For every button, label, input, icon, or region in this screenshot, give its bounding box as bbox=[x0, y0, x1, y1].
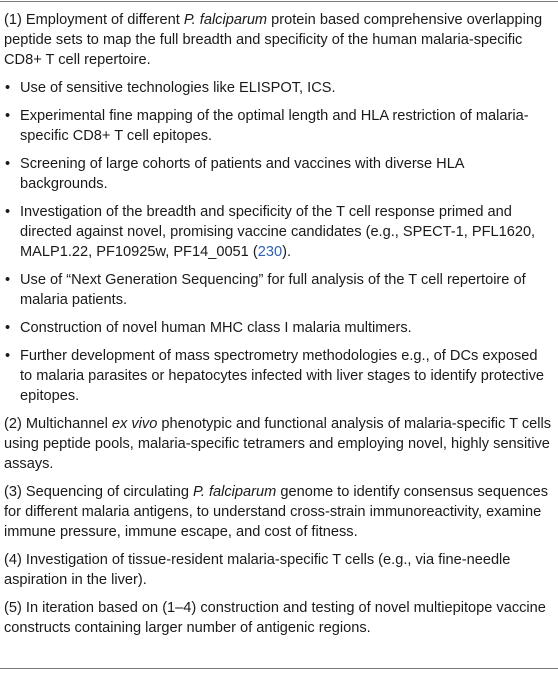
item-1-text-cont: protein based comprehensive overlapping peptide sets to map the full breadth and specificity of the human malaria-specific CD8+ T cell repertoire. bbox=[4, 12, 543, 68]
list-item-text: Screening of large cohorts of patients and vaccines with diverse HLA backgrounds. bbox=[20, 156, 464, 192]
bullet-list bbox=[4, 78, 552, 406]
list-item-text: Use of sensitive technologies like ELISPOT, ICS. bbox=[20, 80, 336, 96]
list-item-text: Construction of novel human MHC class I malaria multimers. bbox=[20, 320, 412, 336]
list-item bbox=[4, 270, 552, 310]
citation-link[interactable]: 230 bbox=[257, 244, 283, 260]
item-5 bbox=[4, 598, 552, 638]
list-item-text-end: ). bbox=[282, 244, 291, 260]
item-1-species: P. falciparum bbox=[183, 12, 268, 28]
item-3-text: (3) Sequencing of circulating bbox=[4, 484, 194, 500]
list-item bbox=[4, 154, 552, 194]
list-item bbox=[4, 318, 552, 338]
item-1-text: (1) Employment of different bbox=[4, 12, 184, 28]
item-2-text-cont: phenotypic and functional analysis of malaria-specific T cells using peptide pools, malaria-specific tetramers and employing novel, highly sensitive assays. bbox=[4, 416, 552, 472]
item-2 bbox=[4, 414, 552, 474]
item-4-text: (4) Investigation of tissue-resident malaria-specific T cells (e.g., via fine-needle aspiration in the liver). bbox=[4, 552, 511, 588]
list-item bbox=[4, 78, 552, 98]
item-4 bbox=[4, 550, 552, 590]
list-item-text: Further development of mass spectrometry methodologies e.g., of DCs exposed to malaria parasites or hepatocytes infected with liver stages to identify protective epitopes. bbox=[20, 348, 545, 404]
list-item-text: Investigation of the breadth and specificity of the T cell response primed and directed against novel, promising vaccine candidates (e.g., SPECT-1, PFL1620, MALP1.22, PF10925w, PF14_0051 ( bbox=[20, 204, 536, 260]
bullet-icon: • bbox=[5, 80, 11, 96]
item-5-text: (5) In iteration based on (1–4) construction and testing of novel multiepitope vaccine constructs containing larger number of antigenic regions. bbox=[4, 600, 546, 636]
item-3-species: P. falciparum bbox=[193, 484, 277, 500]
bullet-icon: • bbox=[5, 348, 11, 364]
item-1 bbox=[4, 10, 552, 70]
bullet-icon: • bbox=[5, 204, 11, 220]
bullet-icon: • bbox=[5, 108, 11, 124]
item-2-italic: ex vivo bbox=[111, 416, 158, 432]
item-3-text-cont: genome to identify consensus sequences for different malaria antigens, to understand cross-strain immunoreactivity, examine immune pressure, immune escape, and cost of fitness. bbox=[4, 484, 549, 540]
bullet-icon: • bbox=[5, 272, 11, 288]
list-item bbox=[4, 346, 552, 406]
list-item-text: Experimental fine mapping of the optimal length and HLA restriction of malaria-specific CD8+ T cell epitopes. bbox=[20, 108, 529, 144]
bullet-icon: • bbox=[5, 320, 11, 336]
bullet-icon: • bbox=[5, 156, 11, 172]
item-3 bbox=[4, 482, 552, 542]
list-item bbox=[4, 106, 552, 146]
item-2-text: (2) Multichannel bbox=[4, 416, 112, 432]
bottom-rule bbox=[0, 668, 558, 669]
table-body bbox=[4, 10, 552, 646]
list-item-text: Use of “Next Generation Sequencing” for full analysis of the T cell repertoire of malaria patients. bbox=[20, 272, 526, 308]
list-item bbox=[4, 202, 552, 262]
top-rule bbox=[0, 1, 558, 2]
